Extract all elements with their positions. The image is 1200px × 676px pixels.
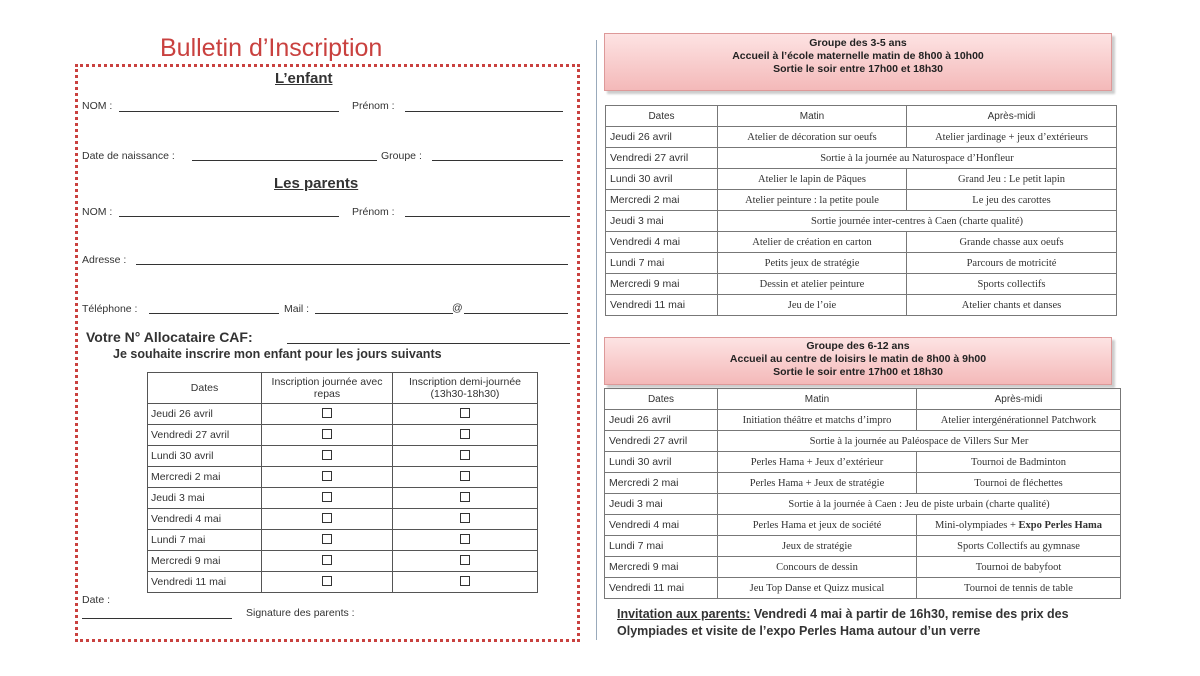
signup-day: Jeudi 26 avril xyxy=(148,404,262,425)
table-row xyxy=(605,431,1121,452)
row-aprem: Grande chasse aux oeufs xyxy=(907,232,1117,253)
checkbox-half-day[interactable] xyxy=(460,492,470,502)
row-aprem: Tournoi de fléchettes xyxy=(917,473,1121,494)
parents-invitation xyxy=(617,606,1117,640)
table-row xyxy=(148,488,538,509)
row-aprem: Grand Jeu : Le petit lapin xyxy=(907,169,1117,190)
table-row xyxy=(605,452,1121,473)
parent-prenom-label: Prénom : xyxy=(352,206,395,218)
group2-table xyxy=(604,388,1121,599)
table-row xyxy=(605,494,1121,515)
row-matin: Atelier peinture : la petite poule xyxy=(718,190,907,211)
row-day: Vendredi 4 mai xyxy=(606,232,718,253)
invitation-text: Vendredi 4 mai à partir de 16h30, remise des prix des Olympiades et visite de l’expo Perles Hama autour d’un verre xyxy=(617,607,1069,638)
row-aprem: Parcours de motricité xyxy=(907,253,1117,274)
date-label: Date : xyxy=(82,594,111,606)
table-row xyxy=(606,127,1117,148)
checkbox-full-day[interactable] xyxy=(322,576,332,586)
group1-arrival: Accueil à l’école maternelle matin de 8h00 à 10h00 xyxy=(732,50,984,62)
table-row xyxy=(606,274,1117,295)
row-day: Vendredi 4 mai xyxy=(605,515,718,536)
signup-day: Lundi 30 avril xyxy=(148,446,262,467)
signup-day: Lundi 7 mai xyxy=(148,530,262,551)
row-day: Vendredi 11 mai xyxy=(605,578,718,599)
checkbox-half-day[interactable] xyxy=(460,576,470,586)
checkbox-full-day[interactable] xyxy=(322,429,332,439)
group2-departure: Sortie le soir entre 17h00 et 18h30 xyxy=(773,366,943,378)
checkbox-half-day[interactable] xyxy=(460,450,470,460)
row-aprem: Le jeu des carottes xyxy=(907,190,1117,211)
row-aprem-bold: Expo Perles Hama xyxy=(1018,519,1102,531)
child-nom-field[interactable] xyxy=(119,111,339,112)
row-day: Vendredi 27 avril xyxy=(605,431,718,452)
row-matin: Atelier de création en carton xyxy=(718,232,907,253)
row-full-day: Sortie à la journée au Naturospace d’Honfleur xyxy=(718,148,1117,169)
row-aprem: Sports collectifs xyxy=(907,274,1117,295)
row-matin: Perles Hama + Jeux de stratégie xyxy=(718,473,917,494)
group1-departure: Sortie le soir entre 17h00 et 18h30 xyxy=(773,63,943,75)
row-day: Lundi 30 avril xyxy=(606,169,718,190)
row-day: Jeudi 3 mai xyxy=(606,211,718,232)
row-aprem: Sports Collectifs au gymnase xyxy=(917,536,1121,557)
form-title: Bulletin d’Inscription xyxy=(160,34,383,62)
signup-day: Vendredi 4 mai xyxy=(148,509,262,530)
checkbox-half-day[interactable] xyxy=(460,429,470,439)
table-row xyxy=(148,425,538,446)
checkbox-half-day[interactable] xyxy=(460,555,470,565)
table-row xyxy=(148,404,538,425)
enfant-heading: L’enfant xyxy=(275,70,333,87)
table-row xyxy=(605,557,1121,578)
signup-header-dates: Dates xyxy=(148,373,262,404)
caf-label: Votre N° Allocataire CAF: xyxy=(86,329,253,345)
group1-banner xyxy=(604,33,1112,91)
row-full-day: Sortie journée inter-centres à Caen (charte qualité) xyxy=(718,211,1117,232)
row-matin: Initiation théâtre et matchs d’impro xyxy=(718,410,917,431)
signup-table xyxy=(147,372,538,593)
signup-day: Mercredi 2 mai xyxy=(148,467,262,488)
birthdate-label: Date de naissance : xyxy=(82,150,175,162)
table-row xyxy=(148,446,538,467)
group1-header-dates: Dates xyxy=(606,106,718,127)
row-day: Lundi 30 avril xyxy=(605,452,718,473)
at-sign: @ xyxy=(452,302,463,314)
row-full-day: Sortie à la journée au Paléospace de Villers Sur Mer xyxy=(718,431,1121,452)
invitation-label: Invitation aux parents: xyxy=(617,607,751,621)
signup-day: Jeudi 3 mai xyxy=(148,488,262,509)
group2-header-aprem: Après-midi xyxy=(917,389,1121,410)
checkbox-half-day[interactable] xyxy=(460,408,470,418)
table-row xyxy=(605,515,1121,536)
table-row xyxy=(605,578,1121,599)
table-row xyxy=(605,473,1121,494)
date-field[interactable] xyxy=(82,618,232,619)
page-divider xyxy=(596,40,597,640)
table-row xyxy=(148,530,538,551)
groupe-label: Groupe : xyxy=(381,150,422,162)
signature-label: Signature des parents : xyxy=(246,607,355,619)
adresse-label: Adresse : xyxy=(82,254,127,266)
row-day: Lundi 7 mai xyxy=(606,253,718,274)
row-matin: Perles Hama + Jeux d’extérieur xyxy=(718,452,917,473)
table-row xyxy=(606,253,1117,274)
table-row xyxy=(148,551,538,572)
row-day: Mercredi 9 mai xyxy=(606,274,718,295)
table-row xyxy=(606,232,1117,253)
checkbox-full-day[interactable] xyxy=(322,408,332,418)
row-aprem: Atelier chants et danses xyxy=(907,295,1117,316)
group2-title: Groupe des 6-12 ans xyxy=(806,340,910,352)
row-aprem xyxy=(917,515,1121,536)
checkbox-full-day[interactable] xyxy=(322,471,332,481)
row-matin: Jeu de l’oie xyxy=(718,295,907,316)
birthdate-field[interactable] xyxy=(192,160,377,161)
signup-header-half-day: Inscription demi-journée (13h30-18h30) xyxy=(393,373,538,404)
mail-label: Mail : xyxy=(284,303,310,315)
table-row xyxy=(148,509,538,530)
row-day: Vendredi 27 avril xyxy=(606,148,718,169)
checkbox-full-day[interactable] xyxy=(322,492,332,502)
caf-field[interactable] xyxy=(287,343,570,344)
group1-header-aprem: Après-midi xyxy=(907,106,1117,127)
row-day: Vendredi 11 mai xyxy=(606,295,718,316)
child-prenom-field[interactable] xyxy=(405,111,563,112)
signup-header-full-day: Inscription journée avec repas xyxy=(262,373,393,404)
row-matin: Perles Hama et jeux de société xyxy=(718,515,917,536)
row-day: Jeudi 26 avril xyxy=(605,410,718,431)
group1-title: Groupe des 3-5 ans xyxy=(809,37,907,49)
table-row xyxy=(606,295,1117,316)
child-nom-label: NOM : xyxy=(82,100,113,112)
checkbox-half-day[interactable] xyxy=(460,534,470,544)
table-row xyxy=(148,572,538,593)
group1-header-matin: Matin xyxy=(718,106,907,127)
checkbox-half-day[interactable] xyxy=(460,513,470,523)
row-matin: Atelier de décoration sur oeufs xyxy=(718,127,907,148)
adresse-field[interactable] xyxy=(136,264,568,265)
row-day: Mercredi 2 mai xyxy=(606,190,718,211)
row-day: Mercredi 2 mai xyxy=(605,473,718,494)
table-row xyxy=(606,169,1117,190)
group2-header-matin: Matin xyxy=(718,389,917,410)
row-aprem: Tournoi de babyfoot xyxy=(917,557,1121,578)
table-row xyxy=(148,467,538,488)
checkbox-full-day[interactable] xyxy=(322,534,332,544)
checkbox-full-day[interactable] xyxy=(322,450,332,460)
row-matin: Petits jeux de stratégie xyxy=(718,253,907,274)
table-row xyxy=(606,211,1117,232)
table-row xyxy=(606,148,1117,169)
telephone-label: Téléphone : xyxy=(82,303,138,315)
telephone-field[interactable] xyxy=(149,313,279,314)
row-day: Jeudi 26 avril xyxy=(606,127,718,148)
row-aprem: Tournoi de Badminton xyxy=(917,452,1121,473)
parents-heading: Les parents xyxy=(274,175,359,192)
mail-domain-field[interactable] xyxy=(464,313,568,314)
table-row xyxy=(605,410,1121,431)
signup-day: Vendredi 27 avril xyxy=(148,425,262,446)
group1-table xyxy=(605,105,1117,316)
row-aprem: Atelier jardinage + jeux d’extérieurs xyxy=(907,127,1117,148)
checkbox-half-day[interactable] xyxy=(460,471,470,481)
row-matin: Atelier le lapin de Pâques xyxy=(718,169,907,190)
table-row xyxy=(606,190,1117,211)
group2-banner xyxy=(604,337,1112,385)
group2-arrival: Accueil au centre de loisirs le matin de 8h00 à 9h00 xyxy=(729,353,987,365)
row-matin: Concours de dessin xyxy=(718,557,917,578)
row-day: Jeudi 3 mai xyxy=(605,494,718,515)
table-row xyxy=(605,536,1121,557)
row-matin: Jeux de stratégie xyxy=(718,536,917,557)
checkbox-full-day[interactable] xyxy=(322,555,332,565)
signup-instruction: Je souhaite inscrire mon enfant pour les jours suivants xyxy=(113,347,442,361)
child-prenom-label: Prénom : xyxy=(352,100,395,112)
row-aprem-text: Mini-olympiades + xyxy=(935,519,1019,531)
row-day: Mercredi 9 mai xyxy=(605,557,718,578)
checkbox-full-day[interactable] xyxy=(322,513,332,523)
signup-day: Vendredi 11 mai xyxy=(148,572,262,593)
row-aprem: Atelier intergénérationnel Patchwork xyxy=(917,410,1121,431)
parent-prenom-field[interactable] xyxy=(405,216,570,217)
groupe-field[interactable] xyxy=(432,160,563,161)
row-matin: Dessin et atelier peinture xyxy=(718,274,907,295)
parent-nom-label: NOM : xyxy=(82,206,113,218)
row-matin: Jeu Top Danse et Quizz musical xyxy=(718,578,917,599)
group2-header-dates: Dates xyxy=(605,389,718,410)
signup-day: Mercredi 9 mai xyxy=(148,551,262,572)
parent-nom-field[interactable] xyxy=(119,216,339,217)
mail-user-field[interactable] xyxy=(315,313,453,314)
row-day: Lundi 7 mai xyxy=(605,536,718,557)
row-full-day: Sortie à la journée à Caen : Jeu de piste urbain (charte qualité) xyxy=(718,494,1121,515)
row-aprem: Tournoi de tennis de table xyxy=(917,578,1121,599)
